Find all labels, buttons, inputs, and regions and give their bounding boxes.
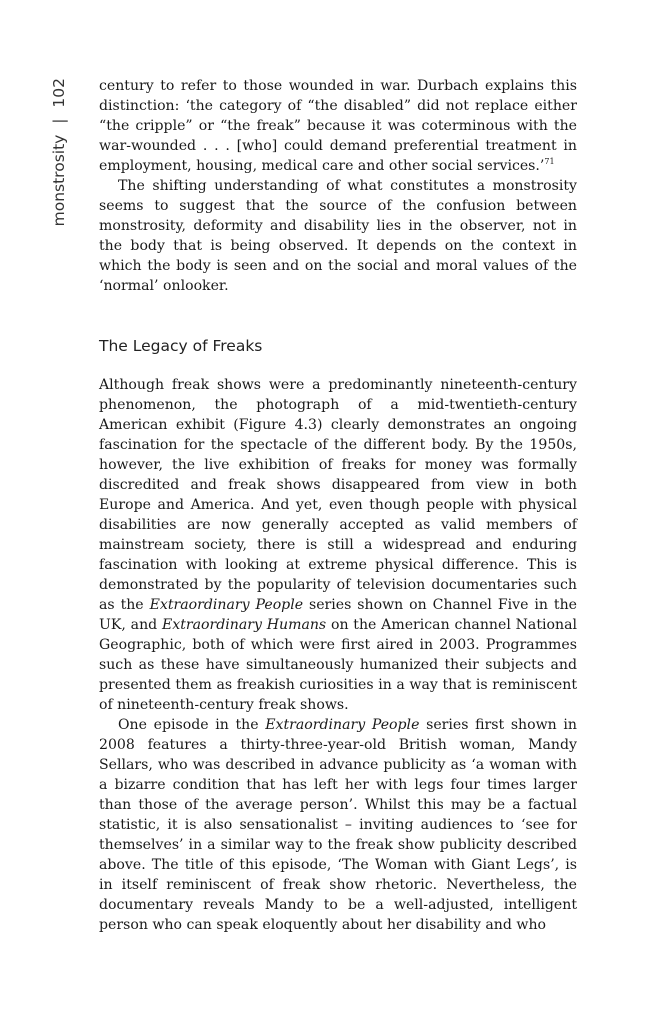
paragraph-text: One episode in the: [118, 717, 266, 733]
footnote-marker: 71: [544, 157, 555, 166]
running-head-separator: |: [50, 118, 68, 124]
running-head: [44, 78, 74, 268]
section-heading: The Legacy of Freaks: [99, 337, 263, 355]
paragraph: [99, 375, 577, 715]
italic-title: Extraordinary Humans: [161, 617, 327, 633]
italic-title: Extraordinary People: [149, 597, 304, 613]
running-head-title: monstrosity: [50, 134, 68, 227]
paragraph-text: on the American channel National Geographic, both of which were first aired in 2003. Programmes such as these have simultaneously humanized their subjects and presented them as freakish curiosities in a way that is reminiscent of nineteenth-century freak shows.: [99, 617, 577, 713]
paragraph: [99, 176, 577, 296]
paragraph: [99, 76, 577, 176]
italic-title: Extraordinary People: [265, 717, 420, 733]
paragraph-text: The shifting understanding of what constitutes a monstrosity seems to suggest that the source of the confusion between monstrosity, deformity and disability lies in the observer, not in the body that is being observed. It depends on the context in which the body is seen and on the social and moral values of the ‘normal’ onlooker.: [99, 178, 577, 294]
paragraph-text: series shown on Channel Five in the UK, and: [99, 597, 577, 633]
paragraph: [99, 715, 577, 935]
page-number: 102: [50, 78, 68, 108]
section-body: [99, 375, 577, 935]
paragraph-text: century to refer to those wounded in war. Durbach explains this distinction: ‘the category of “the disabled” did not replace either “the cripple” or “the freak” because it was coterminous with the war-wounded . . . [who] could demand preferential treatment in employment, housing, medical care and other social services.’: [99, 78, 577, 174]
paragraph-text: Although freak shows were a predominantly nineteenth-century phenomenon, the photograph of a mid-twentieth-century American exhibit (Figure 4.3) clearly demonstrates an ongoing fascination for the spectacle of the different body. By the 1950s, however, the live exhibition of freaks for money was formally discredited and freak shows disappeared from view in both Europe and America. And yet, even though people with physical disabilities are now generally accepted as valid members of mainstream society, there is still a widespread and enduring fascination with looking at extreme physical difference. This is demonstrated by the popularity of television documentaries such as the: [99, 377, 577, 613]
continued-text: [99, 76, 577, 296]
paragraph-text: series first shown in 2008 features a thirty-three-year-old British woman, Mandy Sellars, who was described in advance publicity as ‘a woman with a bizarre condition that has left her with legs four times larger than those of the average person’. Whilst this may be a factual statistic, it is also sensationalist – inviting audiences to ‘see for themselves’ in a similar way to the freak show publicity described above. The title of this episode, ‘The Woman with Giant Legs’, is in itself reminiscent of freak show rhetoric. Nevertheless, the documentary reveals Mandy to be a well-adjusted, intelligent person who can speak eloquently about her disability and who: [99, 717, 578, 933]
